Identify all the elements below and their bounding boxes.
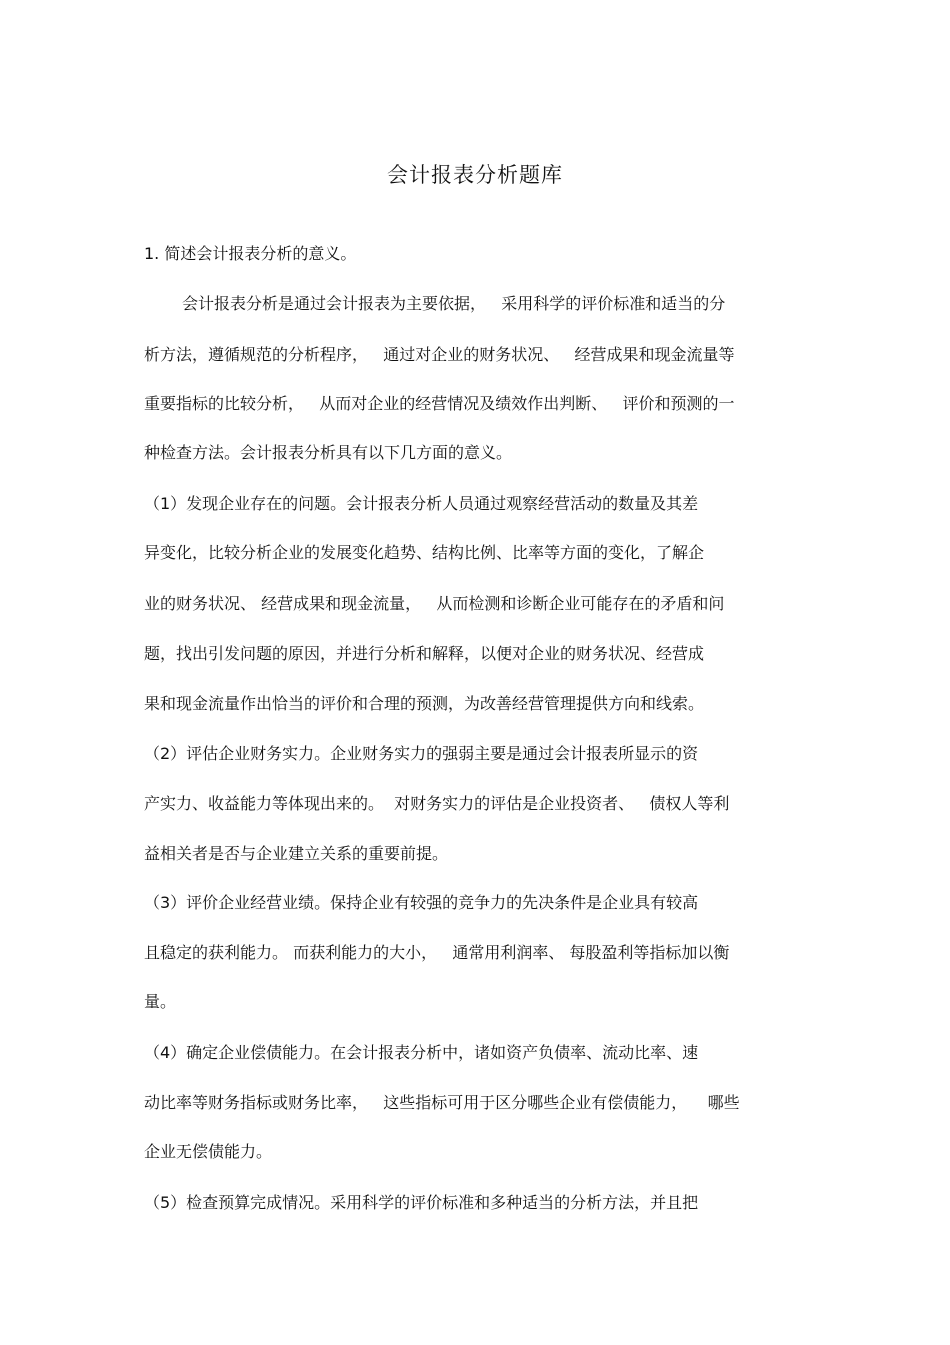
paragraph-line: 果和现金流量作出恰当的评价和合理的预测，为改善经营管理提供方向和线索。 <box>144 694 705 713</box>
paragraph-line: （3）评价企业经营业绩。保持企业有较强的竞争力的先决条件是企业具有较高 <box>144 893 699 912</box>
paragraph-line: 且稳定的获利能力。 而获利能力的大小， 通常用利润率、 每股盈利等指标加以衡 <box>144 943 730 962</box>
paragraph-line: 重要指标的比较分析， 从而对企业的经营情况及绩效作出判断、 评价和预测的一 <box>144 394 735 413</box>
paragraph-line: （4）确定企业偿债能力。在会计报表分析中，诸如资产负债率、流动比率、速 <box>144 1043 699 1062</box>
paragraph-line: 产实力、收益能力等体现出来的。 对财务实力的评估是企业投资者、 债权人等利 <box>144 794 730 813</box>
paragraph-line: 益相关者是否与企业建立关系的重要前提。 <box>144 844 449 863</box>
page-title: 会计报表分析题库 <box>387 163 563 187</box>
paragraph-line: 会计报表分析是通过会计报表为主要依据， 采用科学的评价标准和适当的分 <box>182 294 726 313</box>
paragraph-line: 种检查方法。会计报表分析具有以下几方面的意义。 <box>144 443 513 462</box>
paragraph-line: 业的财务状况、 经营成果和现金流量， 从而检测和诊断企业可能存在的矛盾和问 <box>144 594 725 613</box>
paragraph-line: （2）评估企业财务实力。企业财务实力的强弱主要是通过会计报表所显示的资 <box>144 744 699 763</box>
question-heading: 1. 简述会计报表分析的意义。 <box>144 244 357 263</box>
paragraph-line: 量。 <box>144 992 177 1011</box>
paragraph-line: 动比率等财务指标或财务比率， 这些指标可用于区分哪些企业有偿债能力， 哪些 <box>144 1093 740 1112</box>
paragraph-line: （5）检查预算完成情况。采用科学的评价标准和多种适当的分析方法，并且把 <box>144 1193 699 1212</box>
paragraph-line: 企业无偿债能力。 <box>144 1142 273 1161</box>
paragraph-line: 题，找出引发问题的原因，并进行分析和解释，以便对企业的财务状况、经营成 <box>144 644 705 663</box>
paragraph-line: （1）发现企业存在的问题。会计报表分析人员通过观察经营活动的数量及其差 <box>144 494 699 513</box>
paragraph-line: 异变化，比较分析企业的发展变化趋势、结构比例、比率等方面的变化，了解企 <box>144 543 705 562</box>
paragraph-line: 析方法，遵循规范的分析程序， 通过对企业的财务状况、 经营成果和现金流量等 <box>144 345 735 364</box>
